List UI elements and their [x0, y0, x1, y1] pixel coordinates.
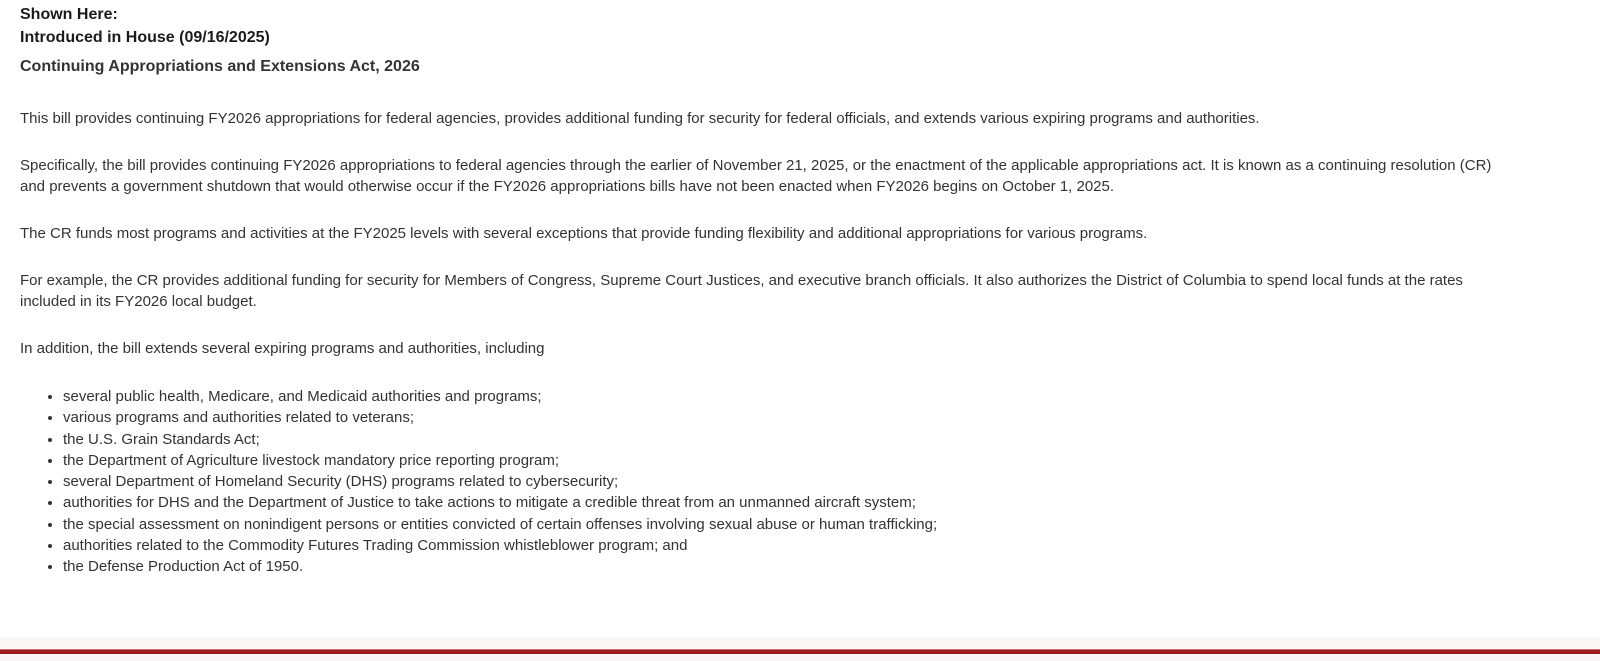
footer-shadow-strip	[0, 637, 1600, 649]
summary-paragraph: For example, the CR provides additional funding for security for Members of Congress, Supreme Court Justices, and executive branch officials. It also authorizes the District of Columbia to spend local funds at the rates included in its FY2026 local budget.	[20, 272, 1463, 310]
summary-paragraph: The CR funds most programs and activities at the FY2025 levels with several exceptions that provide funding flexibility and additional appropriations for various programs.	[20, 225, 1148, 242]
bullet-item: • the Department of Agriculture livestock mandatory price reporting program;	[63, 450, 1512, 471]
footer-background	[0, 654, 1600, 661]
bullet-item: • the Defense Production Act of 1950.	[63, 556, 1512, 577]
version-heading: Introduced in House (09/16/2025)	[20, 29, 270, 46]
bullet-item: • authorities for DHS and the Department of Justice to take actions to mitigate a credible threat from an unmanned aircraft system;	[63, 492, 1512, 513]
shown-here-label: Shown Here:	[20, 6, 118, 23]
bullet-item: • authorities related to the Commodity Futures Trading Commission whistleblower program; and	[63, 535, 1512, 556]
bullet-item: • several public health, Medicare, and Medicaid authorities and programs;	[63, 386, 1512, 407]
summary-paragraph: In addition, the bill extends several expiring programs and authorities, including	[20, 340, 545, 357]
summary-paragraph: Specifically, the bill provides continuing FY2026 appropriations to federal agencies through the earlier of November 21, 2025, or the enactment of the applicable appropriations act. It is known as a continuing resolution (CR) and prevents a government shutdown that would otherwise occur if the FY2026 appropriations bills have not been enacted when FY2026 begins on October 1, 2025.	[20, 157, 1492, 195]
bullet-item: • several Department of Homeland Security (DHS) programs related to cybersecurity;	[63, 471, 1512, 492]
summary-paragraph: This bill provides continuing FY2026 appropriations for federal agencies, provides additional funding for security for federal officials, and extends various expiring programs and authorities.	[20, 110, 1260, 127]
bullet-item: • the U.S. Grain Standards Act;	[63, 429, 1512, 450]
extensions-bullet-list	[20, 386, 1512, 578]
bullet-item: • the special assessment on nonindigent persons or entities convicted of certain offenses involving sexual abuse or human trafficking;	[63, 514, 1512, 535]
bill-title: Continuing Appropriations and Extensions Act, 2026	[20, 58, 420, 75]
bullet-item: • various programs and authorities related to veterans;	[63, 407, 1512, 428]
